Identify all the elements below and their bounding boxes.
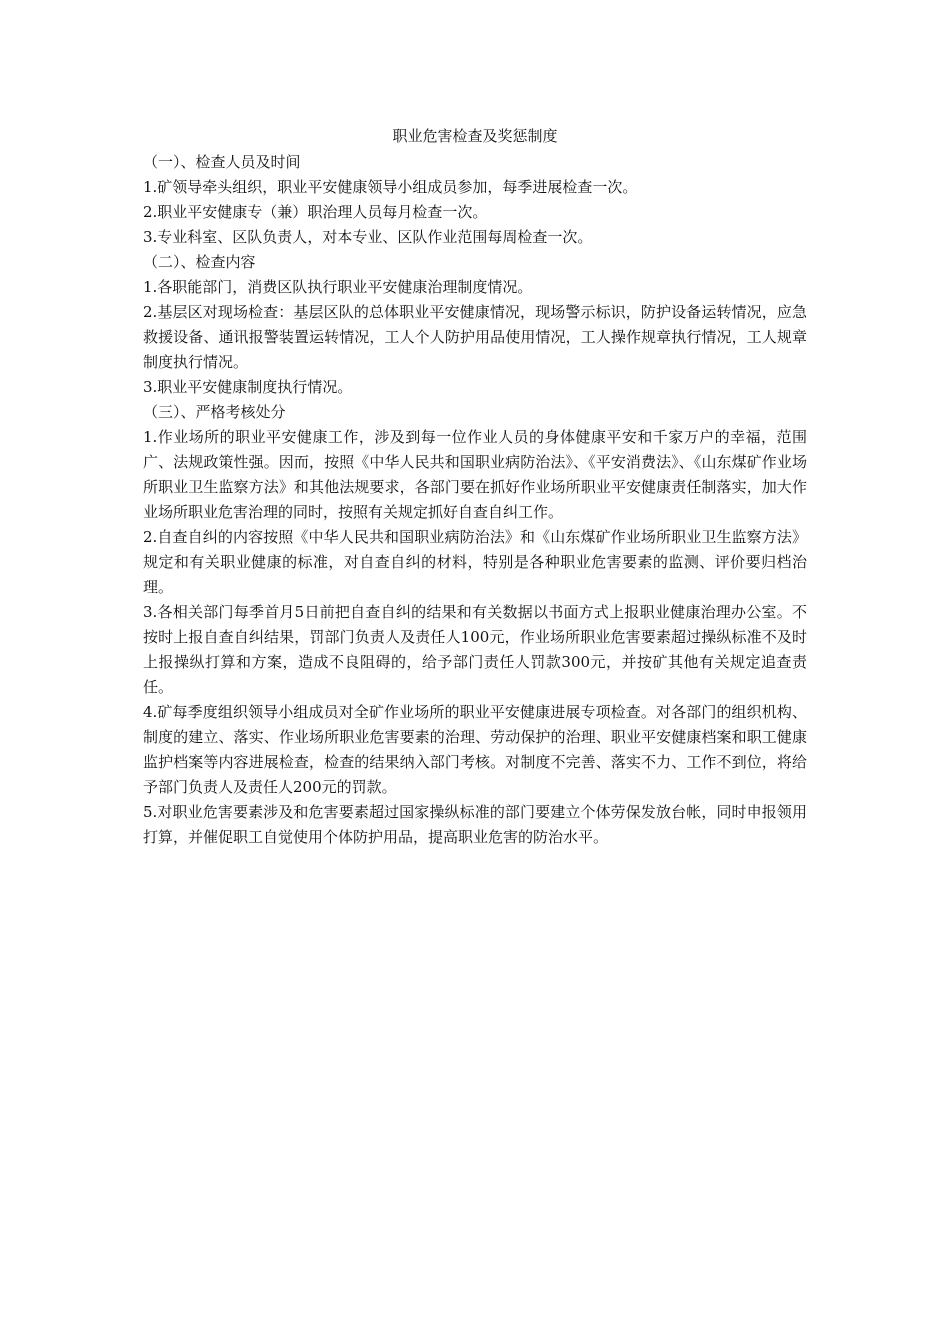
paragraph: 4.矿每季度组织领导小组成员对全矿作业场所的职业平安健康进展专项检查。对各部门的组织机构、制度的建立、落实、作业场所职业危害要素的治理、劳动保护的治理、职业平安健康档案和职工健康监护档案等内容进展检查，检查的结果纳入部门考核。对制度不完善、落实不力、工作不到位，将给予部门负责人及责任人200元的罚款。 [143,703,807,796]
paragraph: 3.各相关部门每季首月5日前把自查自纠的结果和有关数据以书面方式上报职业健康治理办公室。不按时上报自查自纠结果，罚部门负责人及责任人100元，作业场所职业危害要素超过操纵标准不及时上报操纵打算和方案，造成不良阻碍的，给予部门责任人罚款300元，并按矿其他有关规定追查责任。 [143,603,807,696]
paragraph: 2.基层区对现场检查：基层区队的总体职业平安健康情况，现场警示标识，防护设备运转情况，应急救援设备、通讯报警装置运转情况，工人个人防护用品使用情况，工人操作规章执行情况，工人规章制度执行情况。 [143,303,807,371]
section-heading-2: （二）、检查内容 [143,253,256,271]
paragraph: 2.自查自纠的内容按照《中华人民共和国职业病防治法》和《山东煤矿作业场所职业卫生监察方法》规定和有关职业健康的标准，对自查自纠的材料，特别是各种职业危害要素的监测、评价要归档治理。 [143,528,807,596]
paragraph: 1.作业场所的职业平安健康工作，涉及到每一位作业人员的身体健康平安和千家万户的幸福，范围广、法规政策性强。因而，按照《中华人民共和国职业病防治法》、《平安消费法》、《山东煤矿作业场所职业卫生监察方法》和其他法规要求，各部门要在抓好作业场所职业平安健康责任制落实，加大作业场所职业危害治理的同时，按照有关规定抓好自查自纠工作。 [143,428,807,521]
paragraph: 5.对职业危害要素涉及和危害要素超过国家操纵标准的部门要建立个体劳保发放台帐，同时申报领用打算，并催促职工自觉使用个体防护用品，提高职业危害的防治水平。 [143,803,807,846]
paragraph: 1.各职能部门，消费区队执行职业平安健康治理制度情况。 [143,278,533,296]
paragraph: 3.专业科室、区队负责人，对本专业、区队作业范围每周检查一次。 [143,228,593,246]
document-body [143,150,807,850]
document-title: 职业危害检查及奖惩制度 [392,127,558,145]
section-heading-1: （一）、检查人员及时间 [143,153,301,171]
section-heading-3: （三）、严格考核处分 [143,403,286,421]
paragraph: 3.职业平安健康制度执行情况。 [143,378,353,396]
paragraph: 2.职业平安健康专（兼）职治理人员每月检查一次。 [143,203,488,221]
paragraph: 1.矿领导牵头组织，职业平安健康领导小组成员参加，每季进展检查一次。 [143,178,638,196]
